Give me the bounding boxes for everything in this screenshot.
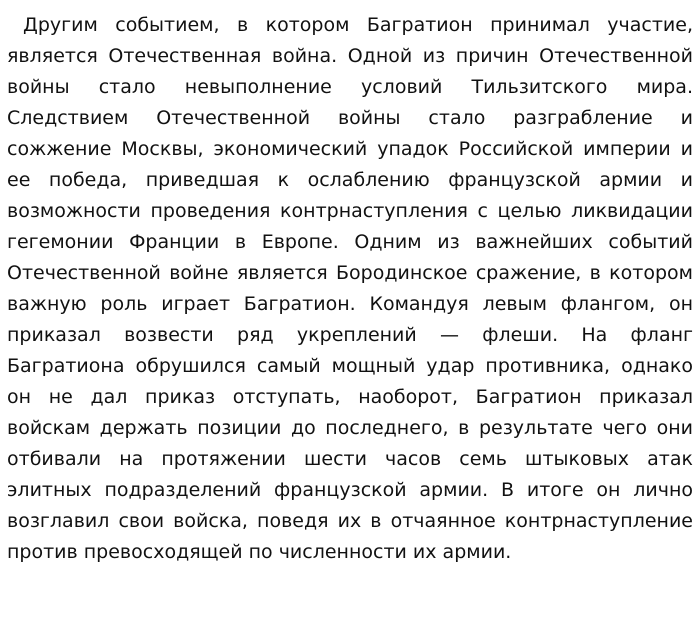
document-body [7,10,693,568]
body-paragraph: Другим событием, в котором Багратион принимал участие, является Отечественная война. Одной из причин Отечественной войны стало невыполнение условий Тильзитского мира. Следствием Отечественной войны стало разграбление и сожжение Москвы, экономический упадок Российской империи и ее победа, приведшая к ослаблению французской армии и возможности проведения контрнаступления с целью ликвидации гегемонии Франции в Европе. Одним из важнейших событий Отечественной войне является Бородинское сражение, в котором важную роль играет Багратион. Командуя левым флангом, он приказал возвести ряд укреплений — флеши. На фланг Багратиона обрушился самый мощный удар противника, однако он не дал приказ отступать, наоборот, Багратион приказал войскам держать позиции до последнего, в результате чего они отбивали на протяжении шести часов семь штыковых атак элитных подразделений французской армии. В итоге он лично возглавил свои войска, поведя их в отчаянное контрнаступление против превосходящей по численности их армии. [7,14,693,563]
